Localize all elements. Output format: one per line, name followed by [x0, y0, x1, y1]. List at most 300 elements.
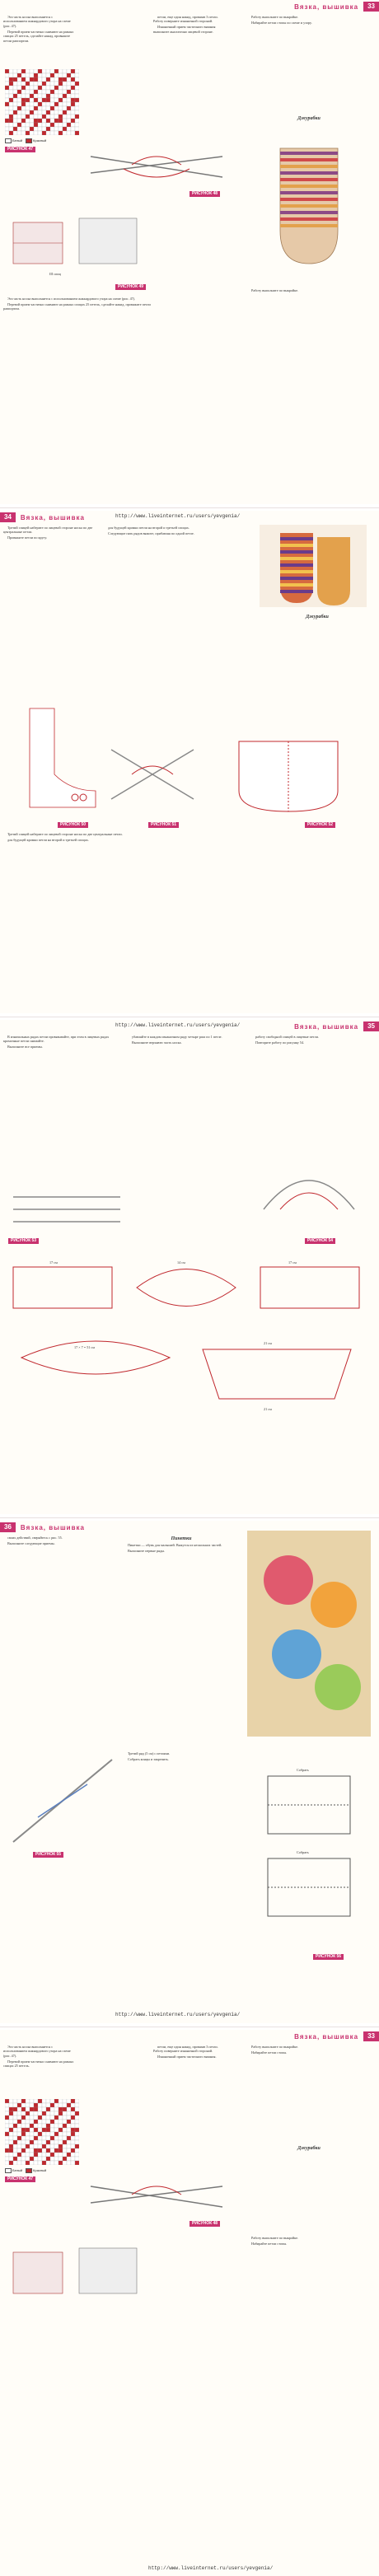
chart-cell — [38, 90, 42, 94]
chart-cell — [58, 2136, 63, 2140]
chart-cell — [42, 2140, 46, 2144]
chart-cell — [34, 2140, 38, 2144]
chart-cell — [75, 2111, 79, 2115]
chart-cell — [13, 2132, 17, 2136]
chart-cell — [34, 2132, 38, 2136]
chart-cell — [67, 94, 71, 98]
chart-cell — [5, 2136, 9, 2140]
chart-cell — [30, 2136, 34, 2140]
chart-cell — [17, 2099, 21, 2103]
chart-cell — [34, 110, 38, 115]
chart-cell — [34, 2153, 38, 2157]
chart-cell — [5, 94, 9, 98]
watermark-url: http://www.liveinternet.ru/users/yevgenia/ — [115, 1022, 241, 1028]
chart-cell — [63, 127, 67, 131]
collect-label — [297, 1850, 330, 1857]
chart-cell — [67, 2148, 71, 2153]
dim-3: 17 × 7 = 51 см — [74, 1345, 95, 1349]
chart-cell — [34, 119, 38, 123]
header-title: Вязка, вышивка — [20, 1523, 85, 1531]
chart-cell — [21, 127, 26, 131]
chart-cell — [34, 69, 38, 73]
chart-cell — [9, 2099, 13, 2103]
jacquard-chart — [5, 2099, 79, 2165]
pattern-shapes — [5, 1251, 367, 1415]
text-column-lower — [3, 832, 366, 1005]
chart-cell — [58, 102, 63, 106]
chart-cell — [26, 2111, 30, 2115]
page-header — [0, 2031, 379, 2041]
chart-cell — [63, 73, 67, 77]
socks-photo — [255, 521, 371, 611]
paragraph: Выполните следующие приемы. — [7, 1540, 55, 1545]
figure-55-label: РИСУНОК 55 — [33, 1852, 63, 1858]
chart-cell — [26, 69, 30, 73]
chart-cell — [54, 2132, 58, 2136]
chart-cell — [21, 2144, 26, 2148]
chart-cell — [46, 77, 50, 82]
chart-cell — [63, 2157, 67, 2161]
chart-cell — [54, 2161, 58, 2165]
chart-cell — [71, 86, 75, 90]
paragraph: Перевой прием частично снимают на разных спицах 25 петель, сделайте накид, провяжите петли раппортом. — [3, 29, 74, 43]
chart-cell — [67, 106, 71, 110]
chart-cell — [42, 86, 46, 90]
stripe — [280, 537, 313, 540]
chart-cell — [58, 86, 63, 90]
chart-cell — [38, 110, 42, 115]
chart-cell — [63, 2107, 67, 2111]
chart-cell — [42, 73, 46, 77]
chart-cell — [30, 90, 34, 94]
chart-cell — [38, 2144, 42, 2148]
chart-cell — [75, 2124, 79, 2128]
chart-cell — [13, 2107, 17, 2111]
chart-cell — [13, 2148, 17, 2153]
chart-cell — [42, 119, 46, 123]
paragraph: Набирайте петли стопы по схеме и узору. — [251, 20, 312, 25]
booties-photo — [247, 1531, 371, 1737]
chart-cell — [46, 2120, 50, 2124]
chart-cell — [75, 2132, 79, 2136]
chart-cell — [26, 82, 30, 86]
chart-cell — [50, 2157, 54, 2161]
paragraph: Третий ряд (5 см) с петлями. — [128, 1751, 171, 1756]
chart-cell — [42, 2115, 46, 2120]
chart-cell — [71, 69, 75, 73]
chart-cell — [21, 2115, 26, 2120]
paragraph: Работу выполните по выкройке. — [251, 2045, 299, 2049]
chart-cell — [30, 119, 34, 123]
chart-cell — [26, 2099, 30, 2103]
chart-cell — [58, 2124, 63, 2128]
chart-cell — [63, 2120, 67, 2124]
section-title: Джурабки — [297, 116, 321, 121]
chart-cell — [21, 2153, 26, 2157]
section-title-right — [247, 2145, 371, 2155]
chart-cell — [46, 69, 50, 73]
chart-cell — [26, 73, 30, 77]
legend-red: Красный — [33, 138, 47, 143]
chart-cell — [63, 94, 67, 98]
chart-cell — [30, 2111, 34, 2115]
sock-label — [49, 272, 82, 278]
chart-cell — [67, 98, 71, 102]
chart-cell — [21, 94, 26, 98]
chart-cell — [63, 2103, 67, 2107]
chart-cell — [26, 2157, 30, 2161]
chart-cell — [30, 2153, 34, 2157]
chart-cell — [34, 2099, 38, 2103]
paragraph: Выполните верхнюю часть носка. — [132, 1040, 182, 1045]
chart-cell — [63, 106, 67, 110]
chart-cell — [9, 123, 13, 127]
chart-cell — [17, 127, 21, 131]
chart-cell — [50, 2144, 54, 2148]
chart-cell — [75, 2157, 79, 2161]
chart-cell — [71, 2136, 75, 2140]
chart-cell — [54, 2107, 58, 2111]
crochet-hook-fig55 — [5, 1751, 120, 1850]
chart-cell — [46, 2157, 50, 2161]
chart-cell — [13, 123, 17, 127]
text-column-mid — [153, 15, 227, 138]
figure-53-label: РИСУНОК 53 — [8, 1238, 39, 1244]
text-column-left — [3, 1536, 119, 1741]
chart-cell — [38, 123, 42, 127]
chart-cell — [17, 2161, 21, 2165]
chart-cell — [30, 2107, 34, 2111]
paragraph: Эта часть носка выполняется с использованием жаккардового узора на схеме (рис. 47). — [3, 15, 71, 28]
chart-cell — [17, 2107, 21, 2111]
chart-cell — [5, 73, 9, 77]
chart-cell — [17, 2140, 21, 2144]
chart-cell — [75, 2144, 79, 2148]
dimension-label — [177, 1260, 202, 1267]
chart-cell — [58, 2153, 63, 2157]
chart-cell — [63, 98, 67, 102]
chart-cell — [17, 2115, 21, 2120]
chart-cell — [50, 77, 54, 82]
stripe — [280, 198, 338, 201]
page-number: 35 — [363, 1022, 379, 1031]
chart-cell — [30, 77, 34, 82]
chart-cell — [42, 2128, 46, 2132]
chart-cell — [54, 110, 58, 115]
chart-cell — [63, 2111, 67, 2115]
chart-cell — [5, 106, 9, 110]
chart-cell — [21, 2136, 26, 2140]
stripe — [280, 577, 313, 580]
chart-cell — [54, 2120, 58, 2124]
chart-cell — [50, 2140, 54, 2144]
chart-cell — [75, 82, 79, 86]
chart-cell — [21, 2161, 26, 2165]
chart-cell — [50, 2148, 54, 2153]
chart-cell — [50, 94, 54, 98]
chart-cell — [71, 2161, 75, 2165]
text-column-left — [3, 2045, 76, 2094]
chart-cell — [75, 2099, 79, 2103]
collect-2: Собрать — [297, 1850, 309, 1854]
chart-cell — [21, 82, 26, 86]
chart-cell — [9, 2103, 13, 2107]
text-column-right — [247, 15, 371, 114]
chart-cell — [34, 2111, 38, 2115]
dimension-label — [264, 1407, 288, 1414]
chart-cell — [26, 119, 30, 123]
chart-cell — [67, 119, 71, 123]
paragraph: Набирайте петли стопы. — [251, 2241, 288, 2246]
chart-cell — [63, 82, 67, 86]
text-column-mid — [124, 1536, 239, 1741]
chart-cell — [75, 73, 79, 77]
chart-cell — [46, 2161, 50, 2165]
chart-cell — [63, 2136, 67, 2140]
chart-cell — [71, 2099, 75, 2103]
dim-5: 21 см — [264, 1341, 272, 1345]
paragraph: Выполните все приемы. — [7, 1045, 43, 1050]
section-title: Пинетки — [171, 1536, 192, 1541]
chart-cell — [5, 2120, 9, 2124]
chart-cell — [67, 2099, 71, 2103]
chart-cell — [9, 127, 13, 131]
chart-cell — [9, 2111, 13, 2115]
chart-cell — [30, 106, 34, 110]
chart-cell — [5, 82, 9, 86]
chart-cell — [30, 2157, 34, 2161]
chart-cell — [5, 115, 9, 119]
chart-cell — [54, 127, 58, 131]
chart-cell — [58, 2115, 63, 2120]
chart-cell — [63, 2161, 67, 2165]
chart-cell — [67, 2140, 71, 2144]
chart-cell — [34, 98, 38, 102]
knitting-fig54 — [247, 1143, 371, 1234]
stripe — [280, 544, 313, 547]
chart-cell — [13, 90, 17, 94]
chart-cell — [13, 86, 17, 90]
chart-cell — [5, 119, 9, 123]
chart-cell — [54, 115, 58, 119]
chart-cell — [75, 110, 79, 115]
sock-diagram — [5, 2236, 153, 2310]
chart-cell — [26, 110, 30, 115]
chart-cell — [17, 2120, 21, 2124]
chart-cell — [50, 123, 54, 127]
chart-cell — [17, 2132, 21, 2136]
chart-cell — [58, 2099, 63, 2103]
chart-cell — [26, 106, 30, 110]
chart-cell — [50, 2115, 54, 2120]
chart-cell — [75, 127, 79, 131]
chart-cell — [67, 2115, 71, 2120]
chart-cell — [21, 86, 26, 90]
chart-cell — [21, 2148, 26, 2153]
chart-cell — [50, 115, 54, 119]
chart-cell — [13, 98, 17, 102]
chart-cell — [5, 98, 9, 102]
knitting-needles-fig51 — [107, 733, 198, 816]
chart-cell — [42, 82, 46, 86]
chart-cell — [71, 2103, 75, 2107]
page-number: 34 — [0, 512, 16, 522]
chart-cell — [34, 127, 38, 131]
chart-cell — [71, 2132, 75, 2136]
chart-cell — [17, 69, 21, 73]
chart-cell — [54, 2157, 58, 2161]
chart-cell — [9, 90, 13, 94]
chart-cell — [17, 82, 21, 86]
chart-cell — [13, 2099, 17, 2103]
dim-4: 17 см — [288, 1260, 297, 1265]
chart-cell — [67, 90, 71, 94]
section-title-right — [272, 614, 363, 622]
chart-cell — [46, 98, 50, 102]
needles-diagram — [82, 2170, 231, 2219]
chart-cell — [71, 2115, 75, 2120]
chart-cell — [67, 127, 71, 131]
chart-cell — [21, 2103, 26, 2107]
stripe — [280, 171, 338, 175]
chart-cell — [21, 98, 26, 102]
chart-cell — [38, 2136, 42, 2140]
header-title: Вязка, вышивка — [294, 2032, 359, 2041]
dim-6: 21 см — [264, 1407, 272, 1411]
chart-cell — [5, 2107, 9, 2111]
chart-cell — [71, 127, 75, 131]
needles-fig53 — [5, 1185, 129, 1234]
chart-cell — [63, 2132, 67, 2136]
chart-cell — [30, 98, 34, 102]
chart-cell — [30, 123, 34, 127]
chart-cell — [9, 2140, 13, 2144]
text-column-left — [3, 526, 101, 690]
chart-cell — [46, 115, 50, 119]
chart-cell — [13, 110, 17, 115]
knitted-sock-photo — [247, 132, 371, 280]
stripe — [280, 557, 313, 560]
section-title-right — [247, 115, 371, 125]
chart-cell — [26, 2140, 30, 2144]
chart-cell — [67, 2124, 71, 2128]
chart-cell — [46, 2115, 50, 2120]
chart-cell — [21, 106, 26, 110]
chart-cell — [9, 2132, 13, 2136]
text-column-mid — [104, 526, 201, 707]
chart-cell — [9, 102, 13, 106]
chart-cell — [21, 2157, 26, 2161]
chart-cell — [50, 69, 54, 73]
chart-cell — [26, 77, 30, 82]
chart-cell — [42, 2161, 46, 2165]
chart-cell — [46, 2111, 50, 2115]
chart-cell — [50, 2124, 54, 2128]
chart-cell — [63, 115, 67, 119]
chart-cell — [71, 2140, 75, 2144]
figure-56-label: РИСУНОК 56 — [313, 1954, 344, 1960]
chart-cell — [71, 115, 75, 119]
section-title: Джурабки — [306, 615, 329, 619]
chart-cell — [58, 131, 63, 135]
chart-cell — [21, 73, 26, 77]
watermark-url: http://www.liveinternet.ru/users/yevgenia/ — [115, 2012, 241, 2017]
paragraph: для будущей кромки петли на второй и третьей спицах. — [7, 837, 89, 842]
paragraph: Провяжите петли по кругу. — [7, 535, 48, 540]
chart-cell — [34, 86, 38, 90]
page-number: 33 — [363, 2031, 379, 2041]
chart-cell — [71, 106, 75, 110]
chart-cell — [13, 2120, 17, 2124]
chart-cell — [42, 2099, 46, 2103]
chart-cell — [71, 2148, 75, 2153]
chart-cell — [5, 77, 9, 82]
chart-cell — [17, 2111, 21, 2115]
stripe — [280, 590, 313, 593]
chart-cell — [5, 123, 9, 127]
chart-cell — [38, 2148, 42, 2153]
chart-cell — [50, 110, 54, 115]
chart-cell — [5, 102, 9, 106]
chart-cell — [67, 69, 71, 73]
chart-cell — [17, 2128, 21, 2132]
chart-cell — [71, 82, 75, 86]
chart-cell — [17, 86, 21, 90]
chart-cell — [30, 2148, 34, 2153]
chart-cell — [42, 123, 46, 127]
stripe — [280, 550, 313, 554]
chart-cell — [21, 2140, 26, 2144]
paragraph: Эта часть носка выполняется с использованием жаккардового узора на схеме (рис. 47). — [3, 2045, 71, 2058]
chart-cell — [54, 77, 58, 82]
chart-cell — [34, 131, 38, 135]
chart-cell — [42, 2157, 46, 2161]
watermark-url: http://www.liveinternet.ru/users/yevgenia/ — [115, 513, 241, 519]
chart-cell — [9, 69, 13, 73]
chart-cell — [5, 2153, 9, 2157]
chart-cell — [58, 2132, 63, 2136]
chart-cell — [9, 2136, 13, 2140]
chart-cell — [71, 123, 75, 127]
chart-cell — [5, 110, 9, 115]
figure-48-label: РИСУНОК 48 — [190, 191, 220, 197]
page-36 — [0, 1521, 379, 2023]
chart-cell — [5, 131, 9, 135]
chart-cell — [75, 77, 79, 82]
chart-cell — [30, 131, 34, 135]
chart-cell — [30, 2120, 34, 2124]
chart-cell — [38, 119, 42, 123]
stripe — [280, 583, 313, 587]
chart-cell — [75, 2136, 79, 2140]
chart-cell — [21, 2128, 26, 2132]
chart-cell — [71, 2153, 75, 2157]
chart-cell — [58, 106, 63, 110]
chart-cell — [67, 115, 71, 119]
chart-cell — [26, 2124, 30, 2128]
chart-cell — [50, 90, 54, 94]
chart-cell — [42, 2136, 46, 2140]
chart-cell — [67, 2157, 71, 2161]
chart-cell — [21, 131, 26, 135]
chart-cell — [46, 110, 50, 115]
chart-cell — [13, 2136, 17, 2140]
paragraph: Перевой прием частично снимают на разных спицах 25 петель, сделайте накид, провяжите петли раппортом. — [3, 302, 151, 311]
text-column-lower — [247, 2236, 371, 2549]
chart-cell — [75, 86, 79, 90]
chart-cell — [5, 2124, 9, 2128]
chart-cell — [9, 82, 13, 86]
